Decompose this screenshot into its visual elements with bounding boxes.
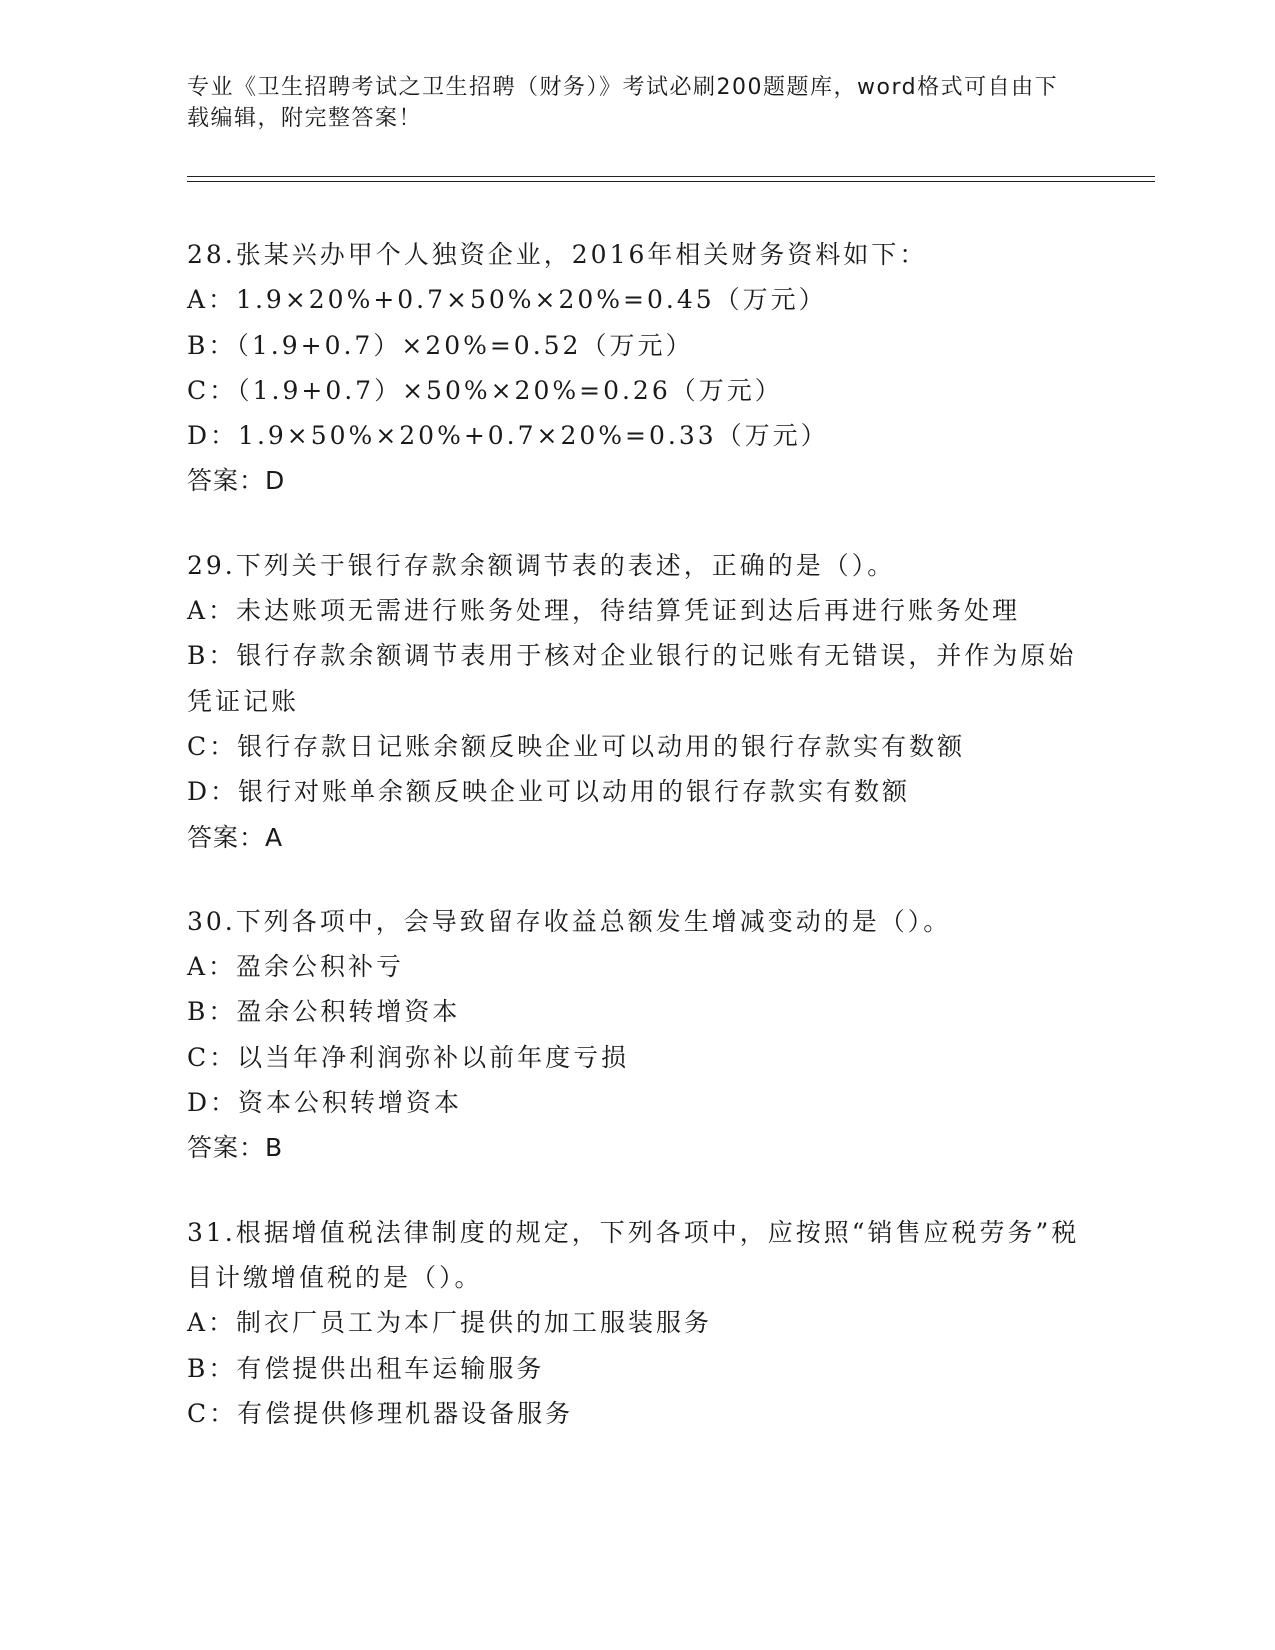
option-b: B：有偿提供出租车运输服务 xyxy=(187,1353,545,1383)
answer: 答案：A xyxy=(187,822,284,852)
answer: 答案：B xyxy=(187,1133,284,1163)
answer: 答案：D xyxy=(187,466,286,496)
option-c: C：银行存款日记账余额反映企业可以动用的银行存款实有数额 xyxy=(187,731,966,761)
option-a: A：1.9×20%+0.7×50%×20%=0.45（万元） xyxy=(187,285,827,315)
option-a: A：制衣厂员工为本厂提供的加工服装服务 xyxy=(187,1308,713,1338)
option-b: B：盈余公积转增资本 xyxy=(187,997,461,1027)
question-stem: 28.张某兴办甲个人独资企业，2016年相关财务资料如下： xyxy=(187,240,928,269)
header-divider-bottom xyxy=(187,181,1155,182)
question-stem: 29.下列关于银行存款余额调节表的表述，正确的是（）。 xyxy=(187,550,896,580)
option-d: D：银行对账单余额反映企业可以动用的银行存款实有数额 xyxy=(187,777,911,807)
option-d: D：资本公积转增资本 xyxy=(187,1088,463,1118)
option-b: B：银行存款余额调节表用于核对企业银行的记账有无错误，并作为原始凭证记账 xyxy=(187,641,1077,716)
question-30 xyxy=(187,899,1087,1171)
question-stem: 30.下列各项中，会导致留存收益总额发生增减变动的是（）。 xyxy=(187,906,952,936)
option-c: C：以当年净利润弥补以前年度亏损 xyxy=(187,1042,630,1072)
question-31 xyxy=(187,1210,1087,1436)
question-29 xyxy=(187,543,1087,860)
question-28 xyxy=(187,232,1087,504)
question-stem: 31.根据增值税法律制度的规定，下列各项中，应按照“销售应税劳务”税目计缴增值税的是（）。 xyxy=(187,1217,1080,1292)
option-d: D：1.9×50%×20%+0.7×20%=0.33（万元） xyxy=(187,421,829,451)
option-c: C：有偿提供修理机器设备服务 xyxy=(187,1398,574,1428)
option-b: B：（1.9+0.7）×20%=0.52（万元） xyxy=(187,330,694,360)
option-c: C：（1.9+0.7）×50%×20%=0.26（万元） xyxy=(187,375,783,405)
header-divider-top xyxy=(187,176,1155,177)
question-list xyxy=(187,232,1087,1475)
option-a: A：未达账项无需进行账务处理，待结算凭证到达后再进行账务处理 xyxy=(187,596,1021,626)
option-a: A：盈余公积补亏 xyxy=(187,952,405,982)
document-header: 专业《卫生招聘考试之卫生招聘（财务）》考试必刷200题题库，word格式可自由下载编辑，附完整答案！ xyxy=(187,75,1059,131)
